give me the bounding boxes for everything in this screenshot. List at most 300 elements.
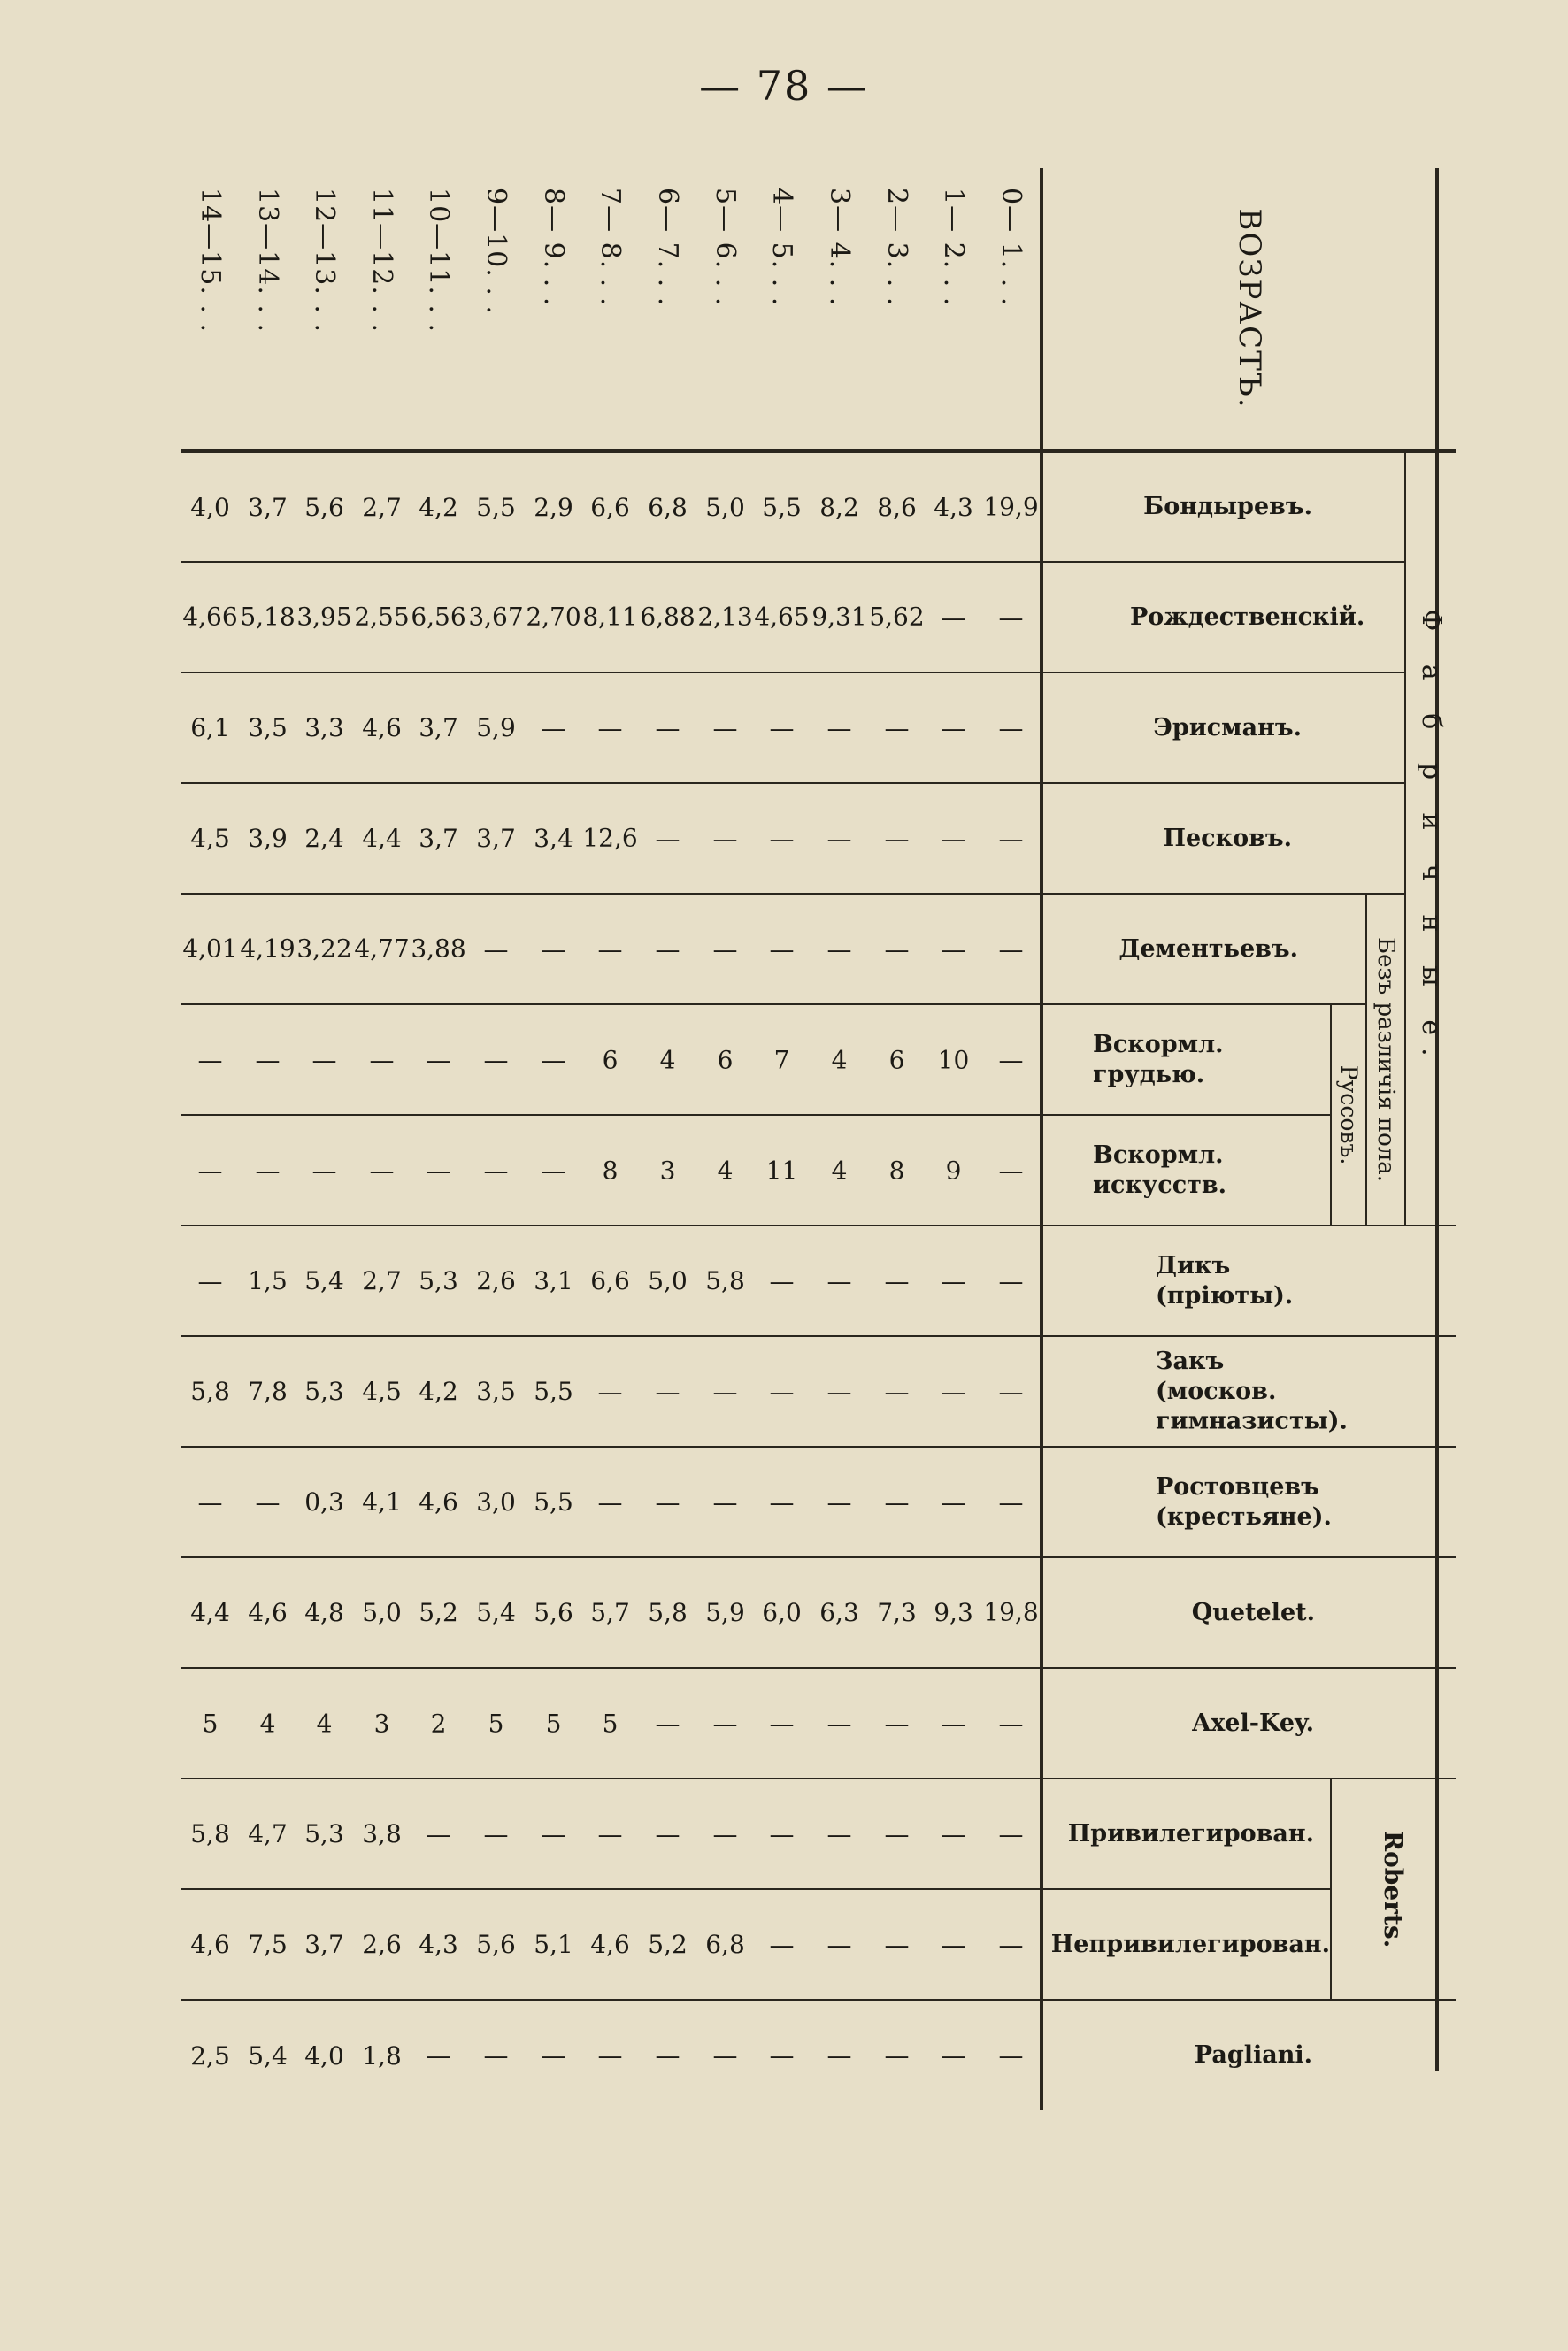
value-text: 8 (602, 1156, 619, 1186)
value-text: — (597, 1819, 623, 1849)
value-cell (754, 1004, 811, 1115)
value-cell (868, 1889, 926, 2000)
value-cell (239, 672, 296, 783)
value-text: 11 (766, 1156, 798, 1186)
value-cell (353, 1225, 411, 1336)
value-text: — (197, 1487, 223, 1517)
value-text: 6,8 (704, 1930, 745, 1960)
value-cell (925, 672, 982, 783)
value-text: 5 (488, 1709, 504, 1739)
value-cell (467, 1225, 525, 1336)
value-text: — (998, 934, 1024, 964)
table-row (925, 168, 982, 2110)
value-cell (868, 1115, 926, 1225)
value-text: — (311, 1045, 337, 1074)
value-text: 5,5 (534, 1487, 573, 1517)
value-cell (925, 1336, 982, 1447)
value-cell (467, 1336, 525, 1447)
value-text: — (826, 1819, 852, 1849)
value-text: 4,65 (754, 603, 810, 632)
author-header-privileged: Привилегирован. (1041, 1779, 1331, 1889)
value-text: — (597, 1377, 623, 1407)
value-cell (411, 1557, 468, 1668)
value-cell (353, 451, 411, 562)
value-cell (582, 1225, 640, 1336)
table-row (296, 168, 353, 2110)
table-row (525, 168, 582, 2110)
value-text: — (769, 713, 795, 742)
value-cell (982, 1225, 1041, 1336)
value-text: 5,3 (419, 1266, 459, 1296)
value-text: — (197, 1156, 223, 1186)
value-text: — (941, 1487, 966, 1517)
value-text: 4,2 (419, 1377, 459, 1407)
value-cell (868, 1668, 926, 1779)
value-cell (754, 1889, 811, 2000)
value-text: 6,6 (590, 492, 631, 522)
value-cell (181, 1447, 239, 1557)
value-cell (868, 1557, 926, 1668)
value-text: 8,2 (819, 492, 859, 522)
value-text: — (941, 824, 966, 853)
age-cell: 1— 2. . . (925, 168, 982, 451)
value-text: — (884, 2040, 910, 2071)
value-cell (525, 1336, 582, 1447)
value-cell (696, 2000, 754, 2110)
value-cell (467, 1668, 525, 1779)
value-cell (868, 562, 926, 672)
value-text: — (541, 1045, 566, 1074)
value-text: 4,5 (190, 824, 230, 853)
value-cell (296, 1779, 353, 1889)
value-cell (925, 562, 982, 672)
value-text: 7,8 (247, 1377, 288, 1407)
value-text: — (712, 934, 738, 964)
value-cell (639, 1336, 696, 1447)
value-cell (982, 894, 1041, 1004)
value-cell (639, 451, 696, 562)
value-text: 9 (945, 1156, 962, 1186)
value-cell (411, 783, 468, 894)
value-text: 4 (316, 1709, 333, 1739)
value-cell (811, 1225, 868, 1336)
value-text: 2 (431, 1709, 447, 1739)
value-cell (467, 1779, 525, 1889)
value-cell (411, 1668, 468, 1779)
value-cell (754, 1115, 811, 1225)
value-text: — (884, 1266, 910, 1296)
value-text: — (597, 2040, 623, 2071)
value-cell (296, 1557, 353, 1668)
value-cell (353, 672, 411, 783)
value-cell (239, 2000, 296, 2110)
value-text: — (998, 824, 1024, 853)
value-text: 3,4 (534, 824, 573, 853)
author-header-russov-artificial: Вскормл. искусств. (1041, 1115, 1331, 1225)
value-cell (925, 1889, 982, 2000)
value-text: 5,2 (419, 1598, 459, 1628)
value-cell (639, 894, 696, 1004)
value-cell (639, 1779, 696, 1889)
value-text: 4,3 (419, 1930, 459, 1960)
value-cell (639, 562, 696, 672)
value-text: 5,3 (304, 1819, 344, 1849)
value-text: 4,6 (190, 1930, 230, 1960)
value-text: — (941, 2040, 966, 2071)
value-text: — (941, 1266, 966, 1296)
value-text: 3,7 (247, 492, 288, 522)
age-cell: 0— 1. . . (982, 168, 1041, 451)
value-text: 2,7 (362, 492, 402, 522)
value-cell (982, 1115, 1041, 1225)
author-header-dik: Дикъ (пріюты). (1041, 1225, 1456, 1336)
author-header-dementiev: Дементьевъ. (1041, 894, 1366, 1004)
value-text: — (826, 1930, 852, 1960)
value-text: 5 (545, 1709, 562, 1739)
value-cell (181, 2000, 239, 2110)
value-text: — (826, 2040, 852, 2071)
value-text: 5,8 (190, 1819, 230, 1849)
value-text: 4,0 (304, 2040, 344, 2071)
value-cell (239, 1779, 296, 1889)
value-cell (239, 1668, 296, 1779)
group-russov-header: Руссовъ. (1331, 1004, 1366, 1225)
value-cell (811, 562, 868, 672)
value-text: — (998, 1156, 1024, 1186)
value-text: 4 (259, 1709, 275, 1739)
value-text: 4,5 (362, 1377, 402, 1407)
value-text: 4,4 (190, 1598, 230, 1628)
value-text: — (541, 934, 566, 964)
value-cell (353, 1004, 411, 1115)
value-cell (811, 1668, 868, 1779)
group-bez-razlichiya-header: Безъ различія пола. (1366, 894, 1405, 1225)
value-text: 6,56 (411, 603, 467, 632)
value-cell (181, 1115, 239, 1225)
value-cell (467, 1889, 525, 2000)
value-text: — (655, 1819, 680, 1849)
value-cell (411, 1447, 468, 1557)
value-cell (868, 2000, 926, 2110)
value-text: — (655, 934, 680, 964)
value-cell (239, 894, 296, 1004)
value-cell (181, 783, 239, 894)
value-text: 4,6 (590, 1930, 631, 1960)
value-cell (181, 1779, 239, 1889)
value-cell (639, 1115, 696, 1225)
value-text: — (884, 1930, 910, 1960)
table-body (181, 168, 1041, 2110)
value-text: — (884, 1819, 910, 1849)
table-row (696, 168, 754, 2110)
value-text: — (884, 824, 910, 853)
author-header-axel-key: Axel-Key. (1041, 1668, 1456, 1779)
value-cell (754, 562, 811, 672)
author-header-rostovtsev: Ростовцевъ (крестьяне). (1041, 1447, 1456, 1557)
value-text: 4,6 (362, 713, 402, 742)
age-cell: 7— 8. . . (582, 168, 640, 451)
value-text: 3,88 (411, 934, 467, 964)
value-text: — (712, 1709, 738, 1739)
value-cell (296, 451, 353, 562)
table-row (582, 168, 640, 2110)
value-text: 6,1 (190, 713, 230, 742)
value-cell (525, 783, 582, 894)
value-cell (868, 1004, 926, 1115)
value-cell (754, 1779, 811, 1889)
value-cell (639, 1447, 696, 1557)
value-text: — (712, 1819, 738, 1849)
value-text: — (655, 1709, 680, 1739)
value-cell (467, 783, 525, 894)
value-text: — (884, 1377, 910, 1407)
value-text: — (712, 713, 738, 742)
value-text: 5,7 (590, 1598, 631, 1628)
value-cell (982, 1004, 1041, 1115)
value-text: — (998, 1487, 1024, 1517)
value-cell (181, 672, 239, 783)
value-cell (296, 1668, 353, 1779)
value-text: — (826, 824, 852, 853)
value-cell (353, 1115, 411, 1225)
value-cell (925, 783, 982, 894)
value-cell (239, 1447, 296, 1557)
value-text: 5,8 (704, 1266, 745, 1296)
value-cell (525, 1889, 582, 2000)
value-text: — (941, 1930, 966, 1960)
value-text: — (255, 1156, 281, 1186)
table-row (353, 168, 411, 2110)
value-cell (239, 1115, 296, 1225)
value-cell (525, 562, 582, 672)
value-cell (696, 894, 754, 1004)
value-text: 7 (773, 1044, 790, 1074)
value-text: 9,31 (811, 603, 867, 632)
value-text: 3,67 (468, 603, 524, 632)
value-text: — (826, 1709, 852, 1739)
value-cell (868, 1225, 926, 1336)
value-cell (811, 1779, 868, 1889)
value-text: 8 (888, 1156, 905, 1186)
value-text: 3,95 (296, 603, 352, 632)
value-text: — (826, 934, 852, 964)
value-text: 6,8 (648, 492, 688, 522)
value-cell (754, 1336, 811, 1447)
value-text: 2,6 (362, 1930, 402, 1960)
value-text: — (255, 1045, 281, 1074)
value-text: 2,9 (534, 492, 573, 522)
value-cell (411, 672, 468, 783)
value-cell (925, 1115, 982, 1225)
value-text: — (998, 1045, 1024, 1074)
author-header-rozhdestvensky: Рождественскій. (1041, 562, 1405, 672)
value-text: — (255, 1487, 281, 1517)
table-row (239, 168, 296, 2110)
value-cell (353, 562, 411, 672)
value-text: — (483, 2040, 509, 2071)
value-text: 2,5 (190, 2040, 230, 2071)
value-text: — (426, 2040, 451, 2071)
value-cell (696, 1779, 754, 1889)
age-cell: 14—15. . . (181, 168, 239, 451)
value-text: 4,8 (304, 1598, 344, 1628)
value-text: 4 (717, 1156, 734, 1186)
value-text: 8,11 (582, 603, 639, 632)
data-table (181, 168, 1456, 2110)
value-text: 4,66 (182, 603, 238, 632)
value-text: 5,2 (648, 1930, 688, 1960)
age-cell: 13—14. . . (239, 168, 296, 451)
value-text: 2,6 (476, 1266, 516, 1296)
value-text: — (541, 1156, 566, 1186)
value-text: 5 (202, 1709, 219, 1739)
value-text: 4 (831, 1044, 848, 1074)
value-cell (982, 1336, 1041, 1447)
value-cell (754, 894, 811, 1004)
value-cell (411, 451, 468, 562)
value-cell (296, 2000, 353, 2110)
value-cell (181, 562, 239, 672)
value-cell (639, 2000, 696, 2110)
value-text: — (483, 1045, 509, 1074)
value-text: 5,8 (648, 1598, 688, 1628)
value-cell (982, 451, 1041, 562)
value-text: — (769, 1377, 795, 1407)
value-text: — (483, 1156, 509, 1186)
value-text: 5,4 (304, 1266, 344, 1296)
value-cell (696, 672, 754, 783)
value-text: — (369, 1156, 395, 1186)
value-cell (811, 2000, 868, 2110)
value-text: 4,3 (934, 492, 974, 522)
value-cell (696, 1115, 754, 1225)
value-cell (239, 1889, 296, 2000)
table-row (181, 168, 239, 2110)
value-cell (239, 562, 296, 672)
age-cell: 11—12. . . (353, 168, 411, 451)
value-text: — (541, 1819, 566, 1849)
value-cell (353, 2000, 411, 2110)
page-number: — 78 — (699, 62, 869, 110)
value-cell (467, 2000, 525, 2110)
age-header: ВОЗРАСТЪ. (1041, 168, 1456, 451)
value-cell (525, 451, 582, 562)
value-cell (411, 562, 468, 672)
value-cell (353, 1447, 411, 1557)
value-text: 4,4 (362, 824, 402, 853)
value-cell (696, 1889, 754, 2000)
value-text: 4,6 (247, 1598, 288, 1628)
value-text: 3,7 (419, 824, 459, 853)
value-cell (696, 1336, 754, 1447)
value-cell (925, 894, 982, 1004)
value-cell (296, 1336, 353, 1447)
value-text: 2,13 (697, 603, 753, 632)
value-cell (639, 1668, 696, 1779)
value-text: 4,7 (247, 1819, 288, 1849)
age-cell: 2— 3. . . (868, 168, 926, 451)
value-text: 1,5 (247, 1266, 288, 1296)
value-text: — (998, 1709, 1024, 1739)
value-text: — (941, 713, 966, 742)
value-cell (353, 894, 411, 1004)
value-cell (982, 2000, 1041, 2110)
value-cell (982, 1668, 1041, 1779)
value-text: — (998, 2040, 1024, 2071)
value-text: 4,0 (190, 492, 230, 522)
value-cell (181, 1004, 239, 1115)
value-text: 5,6 (534, 1598, 573, 1628)
value-text: 9,3 (934, 1598, 974, 1628)
value-cell (982, 672, 1041, 783)
value-text: 5,0 (362, 1598, 402, 1628)
value-cell (411, 894, 468, 1004)
value-cell (467, 1447, 525, 1557)
value-text: 5 (602, 1709, 619, 1739)
value-cell (811, 1557, 868, 1668)
value-text: 5,5 (476, 492, 516, 522)
value-text: 3,5 (247, 713, 288, 742)
value-text: — (884, 1709, 910, 1739)
value-cell (239, 1557, 296, 1668)
value-cell (868, 894, 926, 1004)
value-cell (411, 2000, 468, 2110)
value-cell (754, 1557, 811, 1668)
value-cell (181, 451, 239, 562)
value-text: 6,6 (590, 1266, 631, 1296)
value-cell (582, 672, 640, 783)
value-text: — (998, 1819, 1024, 1849)
table-row (811, 168, 868, 2110)
value-text: 3,5 (476, 1377, 516, 1407)
value-text: 5,5 (762, 492, 803, 522)
value-cell (181, 1225, 239, 1336)
value-text: 3,8 (362, 1819, 402, 1849)
value-text: 2,70 (526, 603, 581, 632)
value-text: 19,9 (983, 492, 1039, 522)
value-cell (811, 451, 868, 562)
value-text: 3,1 (534, 1266, 573, 1296)
value-text: — (884, 1487, 910, 1517)
value-cell (239, 1225, 296, 1336)
value-cell (754, 1668, 811, 1779)
value-cell (582, 1336, 640, 1447)
value-cell (925, 1004, 982, 1115)
age-cell: 3— 4. . . (811, 168, 868, 451)
age-cell: 8— 9. . . (525, 168, 582, 451)
value-text: 3,7 (476, 824, 516, 853)
value-text: 5,9 (704, 1598, 745, 1628)
value-cell (582, 1557, 640, 1668)
value-cell (467, 672, 525, 783)
value-text: 3,0 (476, 1487, 516, 1517)
value-cell (925, 1447, 982, 1557)
value-cell (868, 783, 926, 894)
value-text: — (826, 713, 852, 742)
value-cell (296, 1225, 353, 1336)
value-cell (467, 1557, 525, 1668)
value-text: — (712, 824, 738, 853)
value-text: — (655, 2040, 680, 2071)
value-cell (696, 1668, 754, 1779)
value-text: 3,3 (304, 713, 344, 742)
author-header-erisman: Эрисманъ. (1041, 672, 1405, 783)
value-text: — (941, 1377, 966, 1407)
age-cell: 9—10. . . (467, 168, 525, 451)
value-text: 5,62 (868, 603, 925, 632)
value-cell (181, 894, 239, 1004)
value-cell (925, 451, 982, 562)
